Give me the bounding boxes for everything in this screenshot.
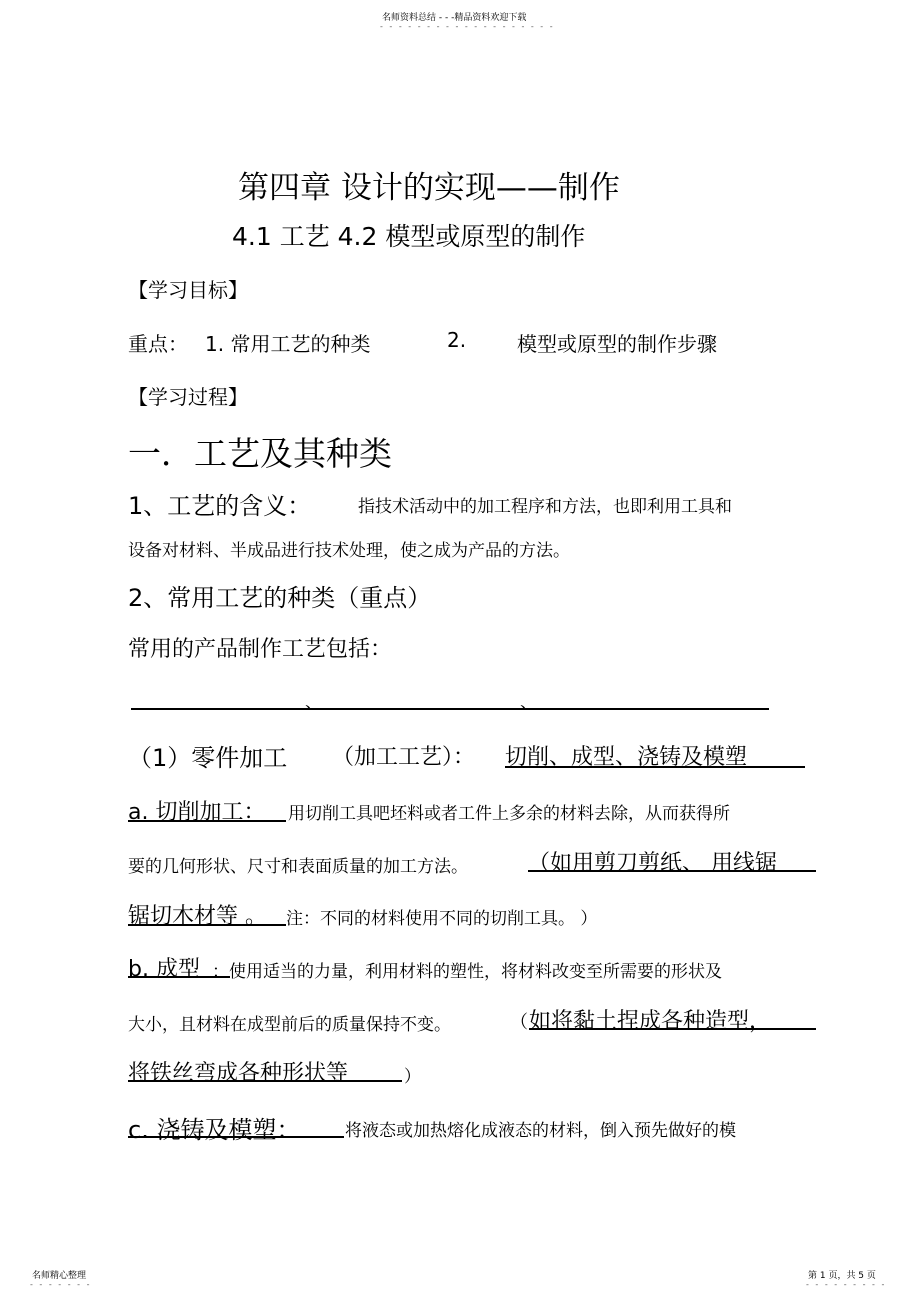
parts-processing-title: （1）零件加工 xyxy=(128,744,288,772)
forming-example-underline2 xyxy=(128,1080,402,1082)
cutting-text-line2: 要的几何形状、尺寸和表面质量的加工方法。 xyxy=(128,857,468,877)
casting-label-underline xyxy=(128,1136,344,1138)
parts-processing-subtitle: （加工工艺）： xyxy=(332,745,476,770)
forming-example-line2: 将铁丝弯成各种形状等 xyxy=(128,1061,349,1086)
cutting-note: 注：不同的材料使用不同的切削工具。 ） xyxy=(286,909,598,929)
parts-answer-underline xyxy=(505,766,805,768)
section-heading: 一．工艺及其种类 xyxy=(128,434,392,473)
page-header-dots: - - - - - - - - - - - - - - - - - - - xyxy=(380,22,555,31)
cutting-example-line1: （如用剪刀剪纸、 用线锯 xyxy=(528,851,777,876)
blank-separator-1: 、 xyxy=(305,692,323,713)
cutting-example-line2: 锯切木材等 。 xyxy=(128,904,267,929)
types-title: 2、常用工艺的种类（重点） xyxy=(128,584,432,612)
casting-text-line1: 将液态或加热熔化成液态的材料，倒入预先做好的模 xyxy=(345,1121,736,1141)
forming-text-line2: 大小，且材料在成型前后的质量保持不变。 xyxy=(128,1015,451,1035)
page-header-text: 名师资料总结 - - -精品资料欢迎下载 xyxy=(382,13,527,23)
meaning-title: 1、工艺的含义： xyxy=(128,492,312,520)
forming-label: b. 成型 xyxy=(128,957,200,982)
cutting-example-underline2 xyxy=(128,924,286,926)
meaning-text-line1: 指技术活动中的加工程序和方法，也即利用工具和 xyxy=(358,497,732,517)
types-intro: 常用的产品制作工艺包括： xyxy=(128,637,393,662)
fill-in-blank-line xyxy=(131,708,769,710)
goals-heading: 【学习目标】 xyxy=(128,278,248,302)
casting-label: c. 浇铸及模塑： xyxy=(128,1116,301,1144)
forming-example-open-paren: （ xyxy=(510,1012,528,1033)
footer-right-dots: - - - - - - - - - xyxy=(806,1280,887,1289)
page-number: 第 1 页，共 5 页 xyxy=(808,1271,876,1281)
key-point-2: 模型或原型的制作步骤 xyxy=(517,332,717,356)
forming-text-line1: ：使用适当的力量，利用材料的塑性，将材料改变至所需要的形状及 xyxy=(212,962,722,982)
key-points-label: 重点： xyxy=(128,332,188,356)
forming-example-line1: 如将黏土捏成各种造型， xyxy=(529,1009,772,1034)
key-point-2-number: 2. xyxy=(447,328,467,352)
blank-separator-2: 、 xyxy=(520,692,538,713)
cutting-example-underline1 xyxy=(528,870,816,872)
forming-example-close-paren: ） xyxy=(404,1067,421,1087)
meaning-text-line2: 设备对材料、半成品进行技术处理，使之成为产品的方法。 xyxy=(128,541,570,561)
parts-processing-answer: 切削、成型、浇铸及模塑 xyxy=(505,745,748,770)
forming-example-underline1 xyxy=(529,1028,816,1030)
chapter-title: 第四章 设计的实现——制作 xyxy=(238,170,620,206)
section-subtitle: 4.1 工艺 4.2 模型或原型的制作 xyxy=(232,222,586,251)
process-heading: 【学习过程】 xyxy=(128,385,248,409)
footer-left-text: 名师精心整理 xyxy=(32,1271,87,1281)
cutting-label-underline xyxy=(128,820,286,822)
cutting-label: a. 切削加工： xyxy=(128,800,266,825)
cutting-text-line1: 用切削工具吧坯料或者工件上多余的材料去除，从而获得所 xyxy=(288,804,730,824)
footer-left-dots: - - - - - - - xyxy=(30,1280,92,1289)
key-point-1: 1. 常用工艺的种类 xyxy=(205,332,371,356)
